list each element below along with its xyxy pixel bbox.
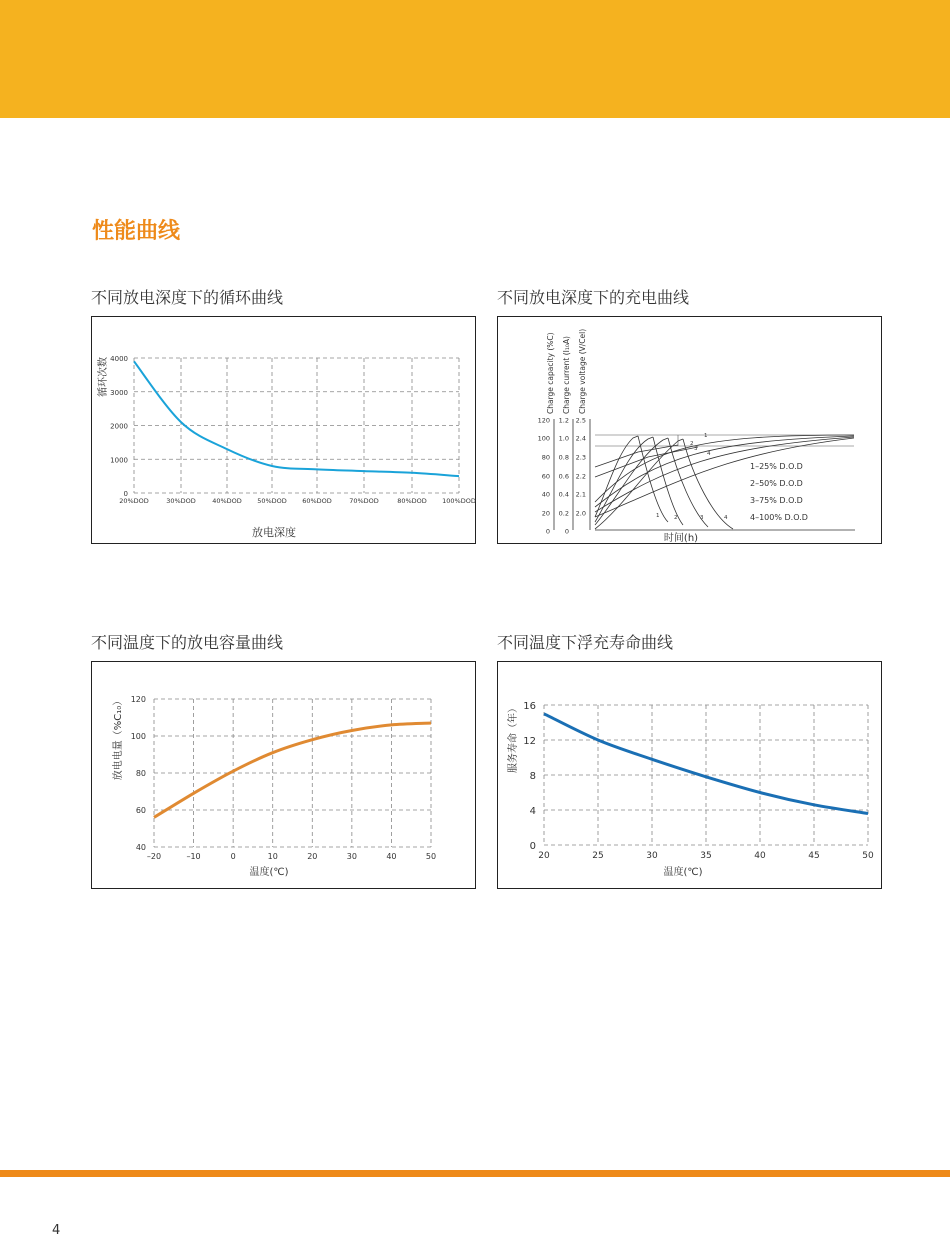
curve-number-label: 4 bbox=[707, 451, 711, 457]
axis-tick-label: 20 bbox=[541, 509, 550, 518]
x-axis-label: 温度(℃) bbox=[663, 867, 703, 878]
y-tick-label: 0 bbox=[529, 841, 536, 852]
charge-curve bbox=[595, 435, 854, 502]
y-tick-label: 60 bbox=[135, 806, 146, 815]
y-tick-label: 120 bbox=[130, 695, 146, 704]
curve-number-label: 1 bbox=[704, 433, 708, 439]
cycle-chart-panel bbox=[91, 316, 476, 544]
x-tick-label: 45 bbox=[808, 851, 820, 861]
y-tick-label: 2000 bbox=[110, 422, 128, 431]
y-axis-label: 放电电量（%C₁₀） bbox=[113, 695, 124, 781]
x-tick-label: 20 bbox=[307, 852, 318, 861]
float-chart bbox=[498, 662, 883, 890]
x-axis-label: 温度(℃) bbox=[249, 867, 289, 878]
axis-tick-label: 2.3 bbox=[575, 453, 586, 462]
axis-tick-label: 1.2 bbox=[558, 416, 569, 425]
capacity-chart-title: 不同温度下的放电容量曲线 bbox=[91, 633, 284, 652]
x-tick-label: 20 bbox=[538, 851, 550, 861]
charge-curve bbox=[595, 445, 678, 467]
curve-number-label: 4 bbox=[724, 515, 728, 521]
x-tick-label: 60%DOD bbox=[302, 497, 332, 505]
curve-number-label: 2 bbox=[674, 515, 678, 521]
x-tick-label: 30 bbox=[346, 852, 357, 861]
axis-tick-label: 0.4 bbox=[558, 490, 569, 499]
cycle-chart bbox=[92, 317, 477, 545]
x-axis-label: 放电深度 bbox=[252, 526, 296, 539]
x-tick-label: 70%DOD bbox=[349, 497, 379, 505]
x-tick-label: 30%DOD bbox=[166, 497, 196, 505]
legend-entry: 2–50% D.O.D bbox=[750, 479, 803, 488]
charge-curve bbox=[595, 437, 854, 512]
y-tick-label: 16 bbox=[523, 701, 536, 712]
y-tick-label: 40 bbox=[135, 843, 146, 852]
x-axis-label: 时间(h) bbox=[663, 533, 699, 544]
x-tick-label: –20 bbox=[146, 852, 162, 861]
x-tick-label: 50 bbox=[425, 852, 437, 861]
y-tick-label: 8 bbox=[529, 771, 536, 782]
section-title: 性能曲线 bbox=[92, 219, 181, 244]
axis-title: Charge voltage (V/Cel) bbox=[578, 328, 587, 414]
axis-tick-label: 1.0 bbox=[558, 434, 569, 443]
x-tick-label: 40 bbox=[386, 852, 397, 861]
float-chart-title: 不同温度下浮充寿命曲线 bbox=[497, 633, 674, 652]
axis-tick-label: 2.2 bbox=[575, 472, 586, 481]
axis-tick-label: 60 bbox=[541, 472, 550, 481]
top-banner bbox=[0, 0, 950, 118]
curve-number-label: 3 bbox=[700, 515, 704, 521]
curve-number-label: 1 bbox=[656, 513, 660, 519]
legend-entry: 1–25% D.O.D bbox=[750, 462, 803, 471]
float-chart-panel bbox=[497, 661, 882, 889]
y-axis-label: 循环次数 bbox=[98, 357, 109, 397]
legend-entry: 4–100% D.O.D bbox=[750, 513, 808, 522]
curve-number-label: 2 bbox=[690, 441, 694, 447]
axis-tick-label: 80 bbox=[541, 453, 550, 462]
x-tick-label: 50%DOD bbox=[257, 497, 287, 505]
axis-tick-label: 0 bbox=[564, 527, 569, 536]
charge-chart-panel bbox=[497, 316, 882, 544]
charge-chart-title: 不同放电深度下的充电曲线 bbox=[497, 288, 690, 307]
axis-tick-label: 40 bbox=[541, 490, 550, 499]
x-tick-label: 10 bbox=[267, 852, 278, 861]
page-number: 4 bbox=[52, 1223, 61, 1238]
axis-tick-label: 0.2 bbox=[558, 509, 569, 518]
y-tick-label: 0 bbox=[123, 490, 128, 498]
axis-title: Charge capacity (%C) bbox=[546, 332, 555, 414]
charge-chart bbox=[498, 317, 883, 545]
capacity-series-line bbox=[154, 723, 431, 817]
y-tick-label: 80 bbox=[135, 769, 146, 778]
x-tick-label: 80%DOD bbox=[397, 497, 427, 505]
x-tick-label: 50 bbox=[862, 851, 874, 861]
axis-tick-label: 0 bbox=[545, 527, 550, 536]
footer-line bbox=[0, 1170, 950, 1177]
x-tick-label: 30 bbox=[646, 851, 658, 861]
axis-tick-label: 2.4 bbox=[575, 434, 586, 443]
y-tick-label: 1000 bbox=[110, 456, 128, 465]
curve-number-label: 3 bbox=[694, 446, 698, 452]
charge-curve bbox=[595, 438, 854, 517]
axis-tick-label: 2.0 bbox=[575, 509, 586, 518]
axis-tick-label: 100 bbox=[537, 434, 550, 443]
x-tick-label: 40 bbox=[754, 851, 766, 861]
charge-curve bbox=[595, 436, 638, 517]
x-tick-label: 20%DOD bbox=[119, 497, 149, 505]
x-tick-label: 0 bbox=[230, 852, 236, 861]
capacity-chart-panel bbox=[91, 661, 476, 889]
x-tick-label: –10 bbox=[186, 852, 201, 861]
axis-tick-label: 2.5 bbox=[575, 416, 586, 425]
x-tick-label: 100%DOD bbox=[442, 497, 476, 505]
y-tick-label: 4000 bbox=[110, 355, 128, 363]
y-axis-label: 服务寿命（年） bbox=[508, 703, 519, 773]
capacity-chart bbox=[92, 662, 477, 890]
axis-tick-label: 0.6 bbox=[558, 472, 569, 481]
cycle-chart-title: 不同放电深度下的循环曲线 bbox=[91, 288, 284, 307]
y-tick-label: 4 bbox=[529, 806, 536, 817]
charge-curve bbox=[595, 436, 854, 507]
axis-tick-label: 2.1 bbox=[575, 490, 586, 499]
x-tick-label: 35 bbox=[700, 851, 712, 861]
x-tick-label: 40%DOD bbox=[212, 497, 242, 505]
y-tick-label: 100 bbox=[130, 732, 146, 741]
axis-tick-label: 0.8 bbox=[558, 453, 569, 462]
legend-entry: 3–75% D.O.D bbox=[750, 496, 803, 505]
axis-tick-label: 120 bbox=[537, 416, 550, 425]
x-tick-label: 25 bbox=[592, 851, 604, 861]
axis-title: Charge current (I₁₀A) bbox=[562, 336, 571, 414]
y-tick-label: 12 bbox=[523, 736, 536, 747]
y-tick-label: 3000 bbox=[110, 388, 128, 397]
